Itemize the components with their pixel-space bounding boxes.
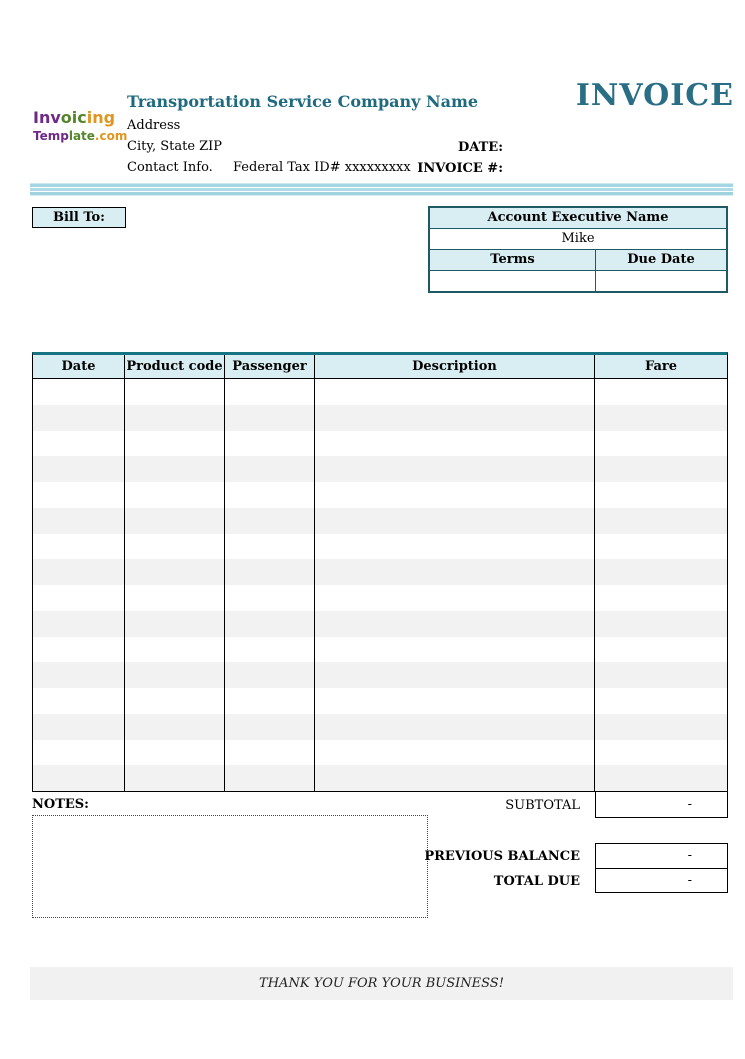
item-cell[interactable] <box>225 405 315 431</box>
item-cell[interactable] <box>595 456 727 482</box>
item-cell[interactable] <box>125 534 225 560</box>
item-cell[interactable] <box>125 740 225 766</box>
balance-box <box>595 843 728 893</box>
account-executive-header-row <box>430 208 726 228</box>
item-cell[interactable] <box>125 765 225 791</box>
item-cell[interactable] <box>595 740 727 766</box>
table-row <box>33 534 727 560</box>
terms-due-date-header-row <box>430 249 726 270</box>
item-cell[interactable] <box>33 482 125 508</box>
previous-balance-value-cell[interactable]: - <box>687 848 692 863</box>
item-cell[interactable] <box>315 611 595 637</box>
table-row <box>33 662 727 688</box>
item-cell[interactable] <box>315 714 595 740</box>
item-cell[interactable] <box>595 431 727 457</box>
item-cell[interactable] <box>33 637 125 663</box>
items-header-row <box>33 355 727 379</box>
item-cell[interactable] <box>125 585 225 611</box>
item-cell[interactable] <box>315 740 595 766</box>
item-cell[interactable] <box>225 534 315 560</box>
item-cell[interactable] <box>33 585 125 611</box>
item-cell[interactable] <box>33 456 125 482</box>
item-cell[interactable] <box>315 688 595 714</box>
subtotal-value-cell[interactable]: - <box>595 791 728 818</box>
item-cell[interactable] <box>33 765 125 791</box>
item-cell[interactable] <box>225 585 315 611</box>
item-cell[interactable] <box>33 508 125 534</box>
item-cell[interactable] <box>595 765 727 791</box>
due-date-label: Due Date <box>627 252 695 267</box>
logo-text-segment: .com <box>94 129 128 144</box>
item-cell[interactable] <box>125 559 225 585</box>
items-table <box>32 352 728 792</box>
terms-value-cell[interactable] <box>430 271 596 291</box>
item-cell[interactable] <box>315 456 595 482</box>
item-cell[interactable] <box>225 740 315 766</box>
item-cell[interactable] <box>595 637 727 663</box>
table-row <box>33 714 727 740</box>
item-cell[interactable] <box>33 534 125 560</box>
table-row <box>33 688 727 714</box>
item-cell[interactable] <box>225 637 315 663</box>
item-cell[interactable] <box>125 662 225 688</box>
item-cell[interactable] <box>315 534 595 560</box>
table-row <box>33 405 727 431</box>
logo-text-segment: oic <box>60 108 87 127</box>
federal-tax-id[interactable]: Federal Tax ID# xxxxxxxxx <box>233 160 411 175</box>
item-cell[interactable] <box>225 379 315 405</box>
table-row <box>33 456 727 482</box>
item-cell[interactable] <box>595 611 727 637</box>
item-cell[interactable] <box>595 688 727 714</box>
column-header-fare: Fare <box>644 359 678 374</box>
subtotal-label: SUBTOTAL <box>505 798 580 813</box>
invoice-number-label: INVOICE #: <box>417 161 503 176</box>
item-cell[interactable] <box>125 637 225 663</box>
account-executive-name[interactable]: Mike <box>561 231 595 246</box>
account-executive-name-row <box>430 228 726 249</box>
logo-text-segment: late <box>68 129 95 144</box>
item-cell[interactable] <box>125 714 225 740</box>
item-cell[interactable] <box>225 559 315 585</box>
logo-text-segment: Inv <box>33 108 61 127</box>
logo-line2 <box>33 129 127 143</box>
item-cell[interactable] <box>225 456 315 482</box>
item-cell[interactable] <box>595 508 727 534</box>
table-row <box>33 585 727 611</box>
invoice-title: INVOICE <box>575 78 734 113</box>
notes-input-box[interactable] <box>32 815 428 918</box>
terms-due-date-value-row <box>430 270 726 291</box>
item-cell[interactable] <box>595 585 727 611</box>
item-cell[interactable] <box>33 740 125 766</box>
company-contact-info[interactable]: Contact Info. <box>127 160 213 175</box>
item-cell[interactable] <box>225 611 315 637</box>
item-cell[interactable] <box>595 559 727 585</box>
item-cell[interactable] <box>315 585 595 611</box>
item-cell[interactable] <box>125 405 225 431</box>
logo-line1 <box>33 108 127 127</box>
item-cell[interactable] <box>125 431 225 457</box>
table-row <box>33 379 727 405</box>
bill-to-label[interactable]: Bill To: <box>32 207 126 228</box>
item-cell[interactable] <box>595 662 727 688</box>
item-cell[interactable] <box>315 508 595 534</box>
item-cell[interactable] <box>225 482 315 508</box>
header-separator-band <box>30 183 733 196</box>
item-cell[interactable] <box>225 765 315 791</box>
notes-label: NOTES: <box>32 797 89 812</box>
item-cell[interactable] <box>33 379 125 405</box>
account-executive-table <box>428 206 728 293</box>
table-row <box>33 765 727 791</box>
item-cell[interactable] <box>315 482 595 508</box>
item-cell[interactable] <box>595 405 727 431</box>
due-date-value-cell[interactable] <box>596 271 726 291</box>
column-header-description: Description <box>315 355 595 379</box>
company-city-state-zip[interactable]: City, State ZIP <box>127 139 223 154</box>
item-cell[interactable] <box>33 431 125 457</box>
company-name[interactable]: Transportation Service Company Name <box>127 92 479 111</box>
logo-text-segment: Temp <box>33 129 69 144</box>
item-cell[interactable] <box>225 431 315 457</box>
item-cell[interactable] <box>315 431 595 457</box>
item-cell[interactable] <box>225 688 315 714</box>
item-cell[interactable] <box>225 508 315 534</box>
item-cell[interactable] <box>315 765 595 791</box>
item-cell[interactable] <box>315 379 595 405</box>
item-cell[interactable] <box>33 405 125 431</box>
total-due-label: TOTAL DUE <box>493 874 580 889</box>
table-row <box>33 508 727 534</box>
column-header-date: Date <box>33 355 125 379</box>
item-cell[interactable] <box>595 379 727 405</box>
item-cell[interactable] <box>315 662 595 688</box>
item-cell[interactable] <box>225 714 315 740</box>
column-header-product-code: Product code <box>125 355 225 379</box>
thank-you-message: THANK YOU FOR YOUR BUSINESS! <box>30 967 733 1000</box>
table-row <box>33 431 727 457</box>
item-cell[interactable] <box>125 482 225 508</box>
total-due-value-cell[interactable]: - <box>596 868 727 892</box>
table-row <box>33 740 727 766</box>
item-cell[interactable] <box>595 714 727 740</box>
items-body <box>33 379 727 791</box>
item-cell[interactable] <box>125 508 225 534</box>
table-row <box>33 611 727 637</box>
account-executive-header: Account Executive Name <box>487 210 669 225</box>
item-cell[interactable] <box>315 405 595 431</box>
item-cell[interactable] <box>33 688 125 714</box>
item-cell[interactable] <box>125 456 225 482</box>
table-row <box>33 637 727 663</box>
item-cell[interactable] <box>595 482 727 508</box>
item-cell[interactable] <box>33 714 125 740</box>
logo-text-segment: ing <box>86 108 116 127</box>
site-logo <box>33 108 127 144</box>
item-cell[interactable] <box>33 662 125 688</box>
terms-label: Terms <box>430 250 596 270</box>
item-cell[interactable] <box>125 611 225 637</box>
item-cell[interactable] <box>595 534 727 560</box>
table-row <box>33 559 727 585</box>
table-row <box>33 482 727 508</box>
item-cell[interactable] <box>33 611 125 637</box>
item-cell[interactable] <box>125 379 225 405</box>
item-cell[interactable] <box>315 637 595 663</box>
date-label: DATE: <box>457 140 503 155</box>
item-cell[interactable] <box>125 688 225 714</box>
column-header-passenger: Passenger <box>225 355 315 379</box>
item-cell[interactable] <box>225 662 315 688</box>
previous-balance-label: PREVIOUS BALANCE <box>424 849 580 864</box>
item-cell[interactable] <box>33 559 125 585</box>
company-address[interactable]: Address <box>127 118 181 133</box>
item-cell[interactable] <box>315 559 595 585</box>
